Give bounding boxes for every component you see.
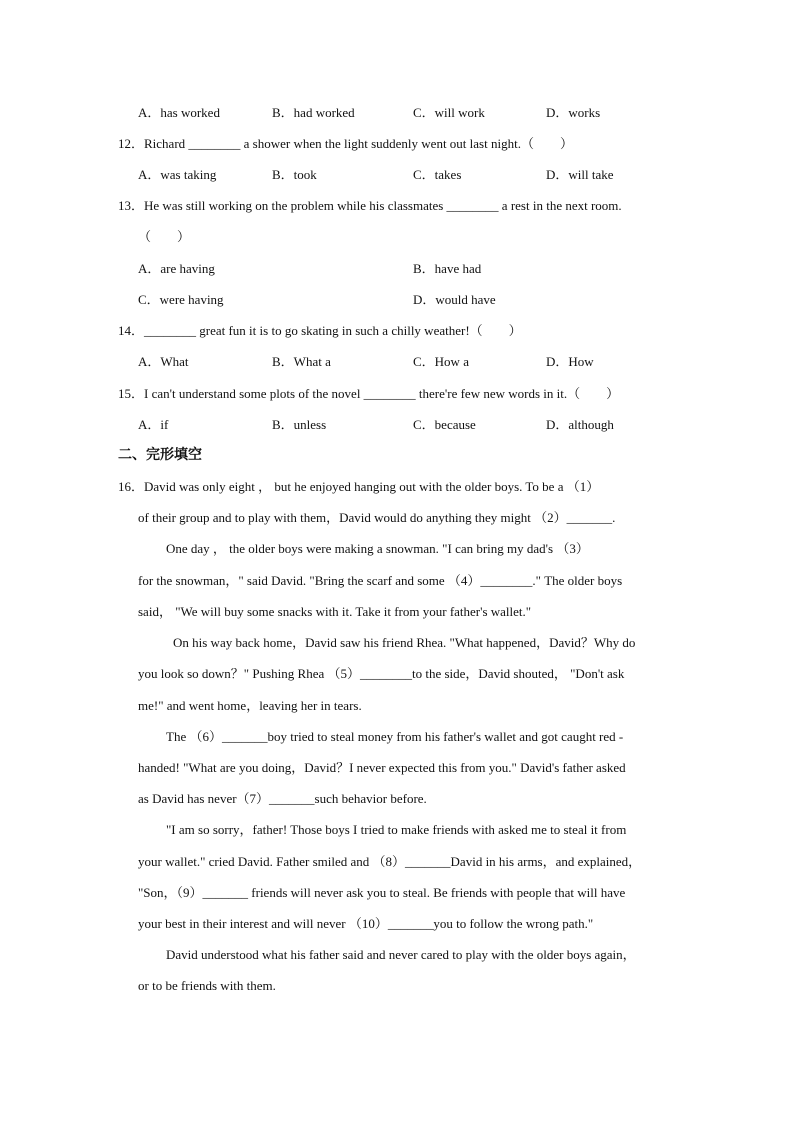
q13-option-d[interactable]: D．would have bbox=[413, 292, 496, 307]
q15-stem: 15．I can't understand some plots of the novel ________ there're few new words in it.（ ） bbox=[118, 386, 620, 401]
passage-line: your wallet." cried David. Father smiled and （8）_______David in his arms，and explained， bbox=[138, 854, 642, 869]
q13-option-b[interactable]: B．have had bbox=[413, 261, 482, 276]
q12-option-c[interactable]: C．takes bbox=[413, 167, 462, 182]
passage-line: On his way back home，David saw his friend Rhea. "What happened，David？Why do bbox=[173, 635, 636, 650]
passage-line: One day ， the older boys were making a snowman. "I can bring my dad's （3） bbox=[166, 541, 589, 556]
passage-line: your best in their interest and will never （10）_______you to follow the wrong path." bbox=[138, 916, 594, 931]
passage-line: of their group and to play with them，David would do anything they might （2）_______. bbox=[138, 510, 616, 525]
q11-option-b[interactable]: B．had worked bbox=[272, 105, 355, 120]
q12-option-b[interactable]: B．took bbox=[272, 167, 317, 182]
passage-line: "I am so sorry，father! Those boys I tried to make friends with asked me to steal it from bbox=[166, 822, 627, 837]
section-title: 二、完形填空 bbox=[118, 447, 202, 463]
q14-option-d[interactable]: D．How bbox=[546, 354, 594, 369]
passage-line: you look so down？" Pushing Rhea （5）________to the side，David shouted， "Don't ask bbox=[138, 666, 625, 681]
passage-line: The （6）_______boy tried to steal money from his father's wallet and got caught red - bbox=[166, 729, 624, 744]
passage-line: handed! "What are you doing，David？I never expected this from you." David's father asked bbox=[138, 760, 626, 775]
q13-stem-cont: （ ） bbox=[138, 229, 191, 244]
passage-line: or to be friends with them. bbox=[138, 978, 276, 993]
passage-line: said， "We will buy some snacks with it. Take it from your father's wallet." bbox=[138, 604, 532, 619]
passage-line: as David has never（7）_______such behavior before. bbox=[138, 791, 427, 806]
q12-option-d[interactable]: D．will take bbox=[546, 167, 614, 182]
q14-option-b[interactable]: B．What a bbox=[272, 354, 331, 369]
q12-stem: 12．Richard ________ a shower when the light suddenly went out last night.（ ） bbox=[118, 136, 573, 151]
passage-line: me!" and went home，leaving her in tears. bbox=[138, 698, 362, 713]
passage-line: for the snowman，" said David. "Bring the scarf and some （4）________." The older boys bbox=[138, 573, 623, 588]
q14-stem: 14．________ great fun it is to go skating in such a chilly weather!（ ） bbox=[118, 323, 522, 338]
q15-option-d[interactable]: D．although bbox=[546, 417, 614, 432]
passage-line: David understood what his father said and never cared to play with the older boys again， bbox=[166, 947, 636, 962]
q11-option-d[interactable]: D．works bbox=[546, 105, 601, 120]
q11-option-a[interactable]: A．has worked bbox=[138, 105, 220, 120]
q13-option-c[interactable]: C．were having bbox=[138, 292, 224, 307]
q13-stem: 13．He was still working on the problem while his classmates ________ a rest in the next room. bbox=[118, 198, 622, 213]
q11-option-c[interactable]: C．will work bbox=[413, 105, 485, 120]
q13-option-a[interactable]: A．are having bbox=[138, 261, 215, 276]
q14-option-a[interactable]: A．What bbox=[138, 354, 189, 369]
q12-option-a[interactable]: A．was taking bbox=[138, 167, 217, 182]
q14-option-c[interactable]: C．How a bbox=[413, 354, 469, 369]
q15-option-b[interactable]: B．unless bbox=[272, 417, 327, 432]
q15-option-a[interactable]: A．if bbox=[138, 417, 169, 432]
passage-line: "Son，（9）_______ friends will never ask you to steal. Be friends with people that will have bbox=[138, 885, 626, 900]
passage-line: 16．David was only eight ， but he enjoyed hanging out with the older boys. To be a （1） bbox=[118, 479, 600, 494]
q15-option-c[interactable]: C．because bbox=[413, 417, 476, 432]
